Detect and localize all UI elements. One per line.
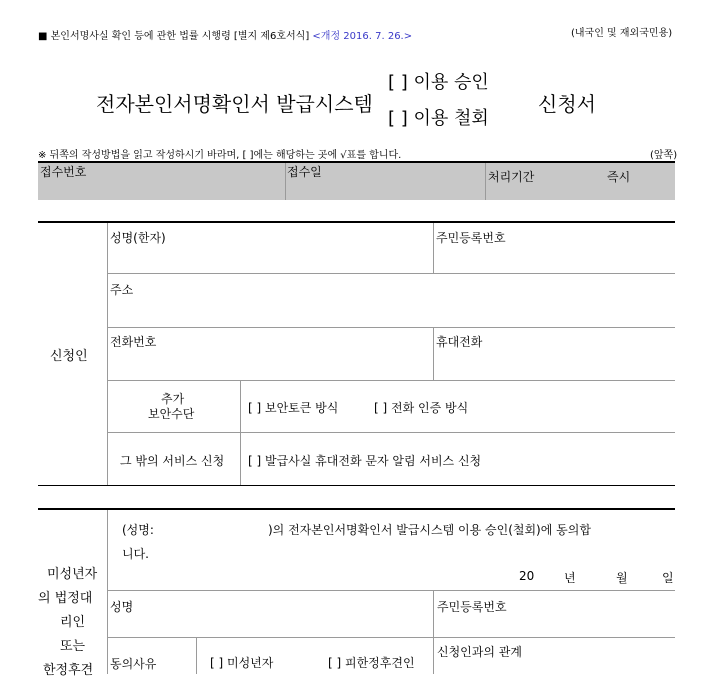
applicant-name-label[interactable]: 성명(한자) — [110, 231, 166, 245]
applicant-top-rule — [38, 221, 675, 223]
receipt-bar — [38, 163, 675, 200]
extra-security-label: 추가 — [161, 392, 185, 406]
receipt-number-label: 접수번호 — [40, 165, 87, 179]
row-rule — [107, 590, 675, 591]
guardian-top-rule — [38, 508, 675, 510]
form-title-suffix: 신청서 — [538, 92, 596, 116]
applicant-col-divider — [433, 327, 434, 380]
limited-guardian-option[interactable]: [ ] 피한정후견인 — [328, 656, 415, 670]
row-rule — [107, 432, 675, 433]
row-rule — [107, 637, 675, 638]
processing-period-value: 즉시 — [607, 170, 631, 184]
guardian-section-label: 한정후견 — [43, 663, 94, 678]
extra-security-label: 보안수단 — [148, 407, 195, 421]
sms-service-option[interactable]: [ ] 발급사실 휴대전화 문자 알림 서비스 신청 — [248, 454, 482, 468]
guardian-section-label: 미성년자 — [47, 567, 98, 582]
consent-reason-label: 동의사유 — [110, 657, 157, 671]
phone-auth-option[interactable]: [ ] 전화 인증 방식 — [374, 401, 469, 415]
applicant-section-label: 신청인 — [50, 349, 88, 364]
guardian-section-label: 또는 — [60, 639, 86, 654]
applicant-rrn-label[interactable]: 주민등록번호 — [436, 231, 506, 245]
revision-note: <개정 2016. 7. 26.> — [312, 31, 413, 42]
guardian-rrn-label[interactable]: 주민등록번호 — [437, 600, 507, 614]
applicant-col-divider — [433, 223, 434, 273]
title-option-approve[interactable]: [ ] 이용 승인 — [388, 72, 489, 93]
consent-date-year[interactable]: 20 — [519, 569, 535, 583]
guardian-section-label: 리인 — [60, 615, 86, 630]
guardian-col-divider — [196, 637, 197, 674]
consent-statement-end: 니다. — [122, 547, 149, 561]
applicant-address-label[interactable]: 주소 — [110, 283, 134, 297]
guardian-section-label: 의 법정대 — [38, 591, 93, 606]
instruction-note: ※ 뒤쪽의 작성방법을 읽고 작성하시기 바라며, [ ]에는 해당하는 곳에 √표를 합니다. — [38, 150, 402, 161]
title-option-withdraw[interactable]: [ ] 이용 철회 — [388, 108, 489, 129]
consent-date-year-unit: 년 — [564, 571, 576, 585]
consent-date-month-unit: 월 — [616, 571, 628, 585]
receipt-divider — [285, 163, 286, 200]
row-rule — [107, 380, 675, 381]
security-token-option[interactable]: [ ] 보안토큰 방식 — [248, 401, 339, 415]
applicant-col-divider — [107, 223, 108, 485]
guardian-col-divider — [107, 510, 108, 674]
usage-note: (내국인 및 재외국민용) — [571, 28, 673, 39]
consent-date-day-unit: 일 — [662, 571, 674, 585]
law-reference: ■ 본인서명사실 확인 등에 관한 법률 시행령 [별지 제6호서식] <개정 2016. 7. 26.> — [38, 31, 413, 42]
applicant-phone-label[interactable]: 전화번호 — [110, 335, 157, 349]
consent-name-prefix: (성명: — [122, 523, 154, 537]
other-service-label: 그 밖의 서비스 신청 — [120, 454, 225, 468]
applicant-bottom-rule — [38, 485, 675, 486]
guardian-name-label[interactable]: 성명 — [110, 600, 134, 614]
row-rule — [107, 327, 675, 328]
applicant-mobile-label[interactable]: 휴대전화 — [436, 335, 483, 349]
guardian-col-divider — [433, 590, 434, 674]
receipt-date-label: 접수일 — [287, 165, 322, 179]
form-title: 전자본인서명확인서 발급시스템 — [96, 92, 373, 116]
page-side: (앞쪽) — [650, 150, 678, 161]
processing-period-label: 처리기간 — [488, 170, 535, 184]
row-rule — [107, 273, 675, 274]
relation-label[interactable]: 신청인과의 관계 — [437, 645, 522, 659]
minor-option[interactable]: [ ] 미성년자 — [210, 656, 274, 670]
consent-statement: )의 전자본인서명확인서 발급시스템 이용 승인(철회)에 동의합 — [268, 523, 591, 537]
receipt-divider — [485, 163, 486, 200]
